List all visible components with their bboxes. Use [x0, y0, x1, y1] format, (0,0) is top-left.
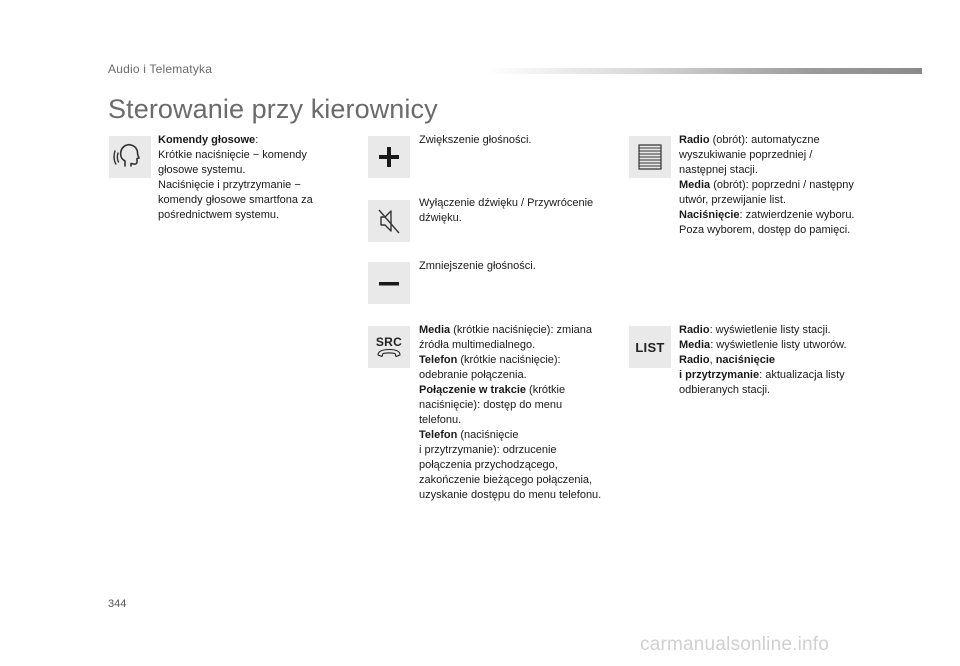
list-icon-box — [629, 326, 671, 368]
page-title: Sterowanie przy kierownicy — [108, 94, 438, 124]
voice-command-description: Komendy głosowe: Krótkie naciśnięcie − komendy głosowe systemu. Naciśnięcie i przytrzymanie − komendy głosowe smartfona za pośrednictwem systemu. — [158, 134, 313, 221]
volume-up-icon-box — [368, 136, 410, 178]
mute-icon — [374, 206, 404, 236]
voice-command-icon-box — [109, 136, 151, 178]
thumbwheel-icon — [635, 142, 665, 172]
minus-icon — [378, 272, 400, 294]
list-icon: LIST — [635, 339, 665, 355]
section-label: Audio i Telematyka — [108, 62, 213, 76]
header-divider — [485, 68, 922, 74]
volume-down-icon-box — [368, 262, 410, 304]
list-description: Radio: wyświetlenie listy stacji. Media: wyświetlenie listy utworów. Radio, naciśnięcie i przytrzymanie: aktualizacja listy odbieranych stacji. — [679, 324, 847, 396]
volume-up-description: Zwiększenie głośności. — [419, 134, 532, 146]
plus-icon — [378, 146, 400, 168]
phone-icon — [376, 348, 402, 358]
src-description: Media (krótkie naciśnięcie): zmiana źródła multimedialnego. Telefon (krótkie naciśnięcie): odebranie połączenia. Połączenie w trakcie (krótkie naciśnięcie): dostęp do menu telefonu. Telefon (naciśnięcie i przytrzymanie): odrzucenie połączenia przychodzącego, zakończenie bieżącego połączenia, uzyskanie dostępu do menu telefonu. — [419, 324, 602, 501]
page-number: 344 — [108, 598, 127, 610]
src-icon: SRC — [375, 335, 403, 349]
mute-icon-box — [368, 200, 410, 242]
thumbwheel-icon-box — [629, 136, 671, 178]
mute-description: Wyłączenie dźwięku / Przywrócenie dźwięku. — [419, 197, 594, 224]
thumbwheel-description: Radio (obrót): automatyczne wyszukiwanie poprzedniej / następnej stacji. Media (obrót): poprzedni / następny utwór, przewijanie list. Naciśnięcie: zatwierdzenie wyboru. Poza wyborem, dostęp do pamięci. — [679, 134, 855, 236]
voice-command-icon — [113, 140, 147, 174]
volume-down-description: Zmniejszenie głośności. — [419, 260, 536, 272]
src-icon-box — [368, 326, 410, 368]
watermark: carmanualsonline.info — [640, 634, 830, 655]
